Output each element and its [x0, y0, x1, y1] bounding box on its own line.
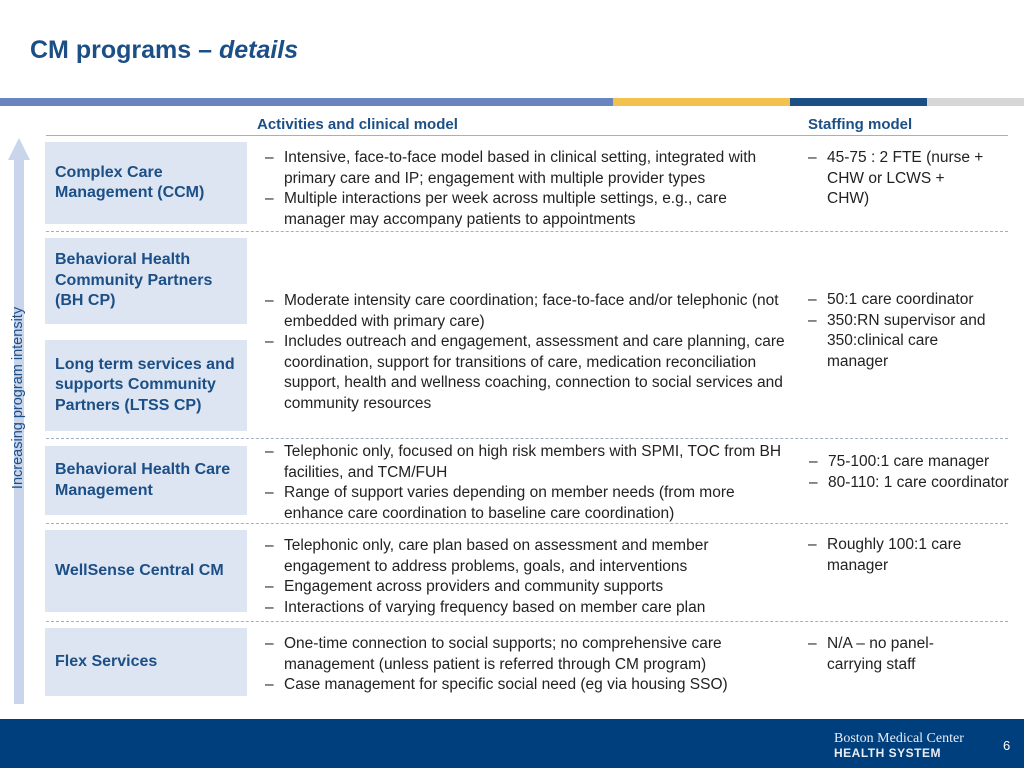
accent-bar-gray: [927, 98, 1024, 106]
program-name: Long term services and supports Community Partners (LTSS CP): [55, 355, 235, 414]
program-ccm: [45, 142, 247, 224]
activity-item: – Interactions of varying frequency based on member care plan: [265, 598, 785, 619]
activity-item: – Moderate intensity care coordination; face-to-face and/or telephonic (not embedded with primary care): [265, 291, 785, 332]
activity-item: – Multiple interactions per week across multiple settings, e.g., care manager may accompany patients to appointments: [265, 189, 785, 230]
bmc-logo: [834, 731, 964, 761]
activity-item: – Telephonic only, focused on high risk members with SPMI, TOC from BH facilities, and TCM/FUH: [265, 442, 785, 483]
activities-header: Activities and clinical model: [257, 116, 458, 133]
ccm-activities: [265, 148, 785, 230]
staffing-item: – 350:RN supervisor and 350:clinical care manager: [808, 311, 998, 373]
header-rule: [46, 135, 1008, 136]
title-emphasis: details: [218, 36, 299, 64]
page-title: CM programs – details: [30, 36, 299, 64]
bh-care-management-activities: [265, 442, 785, 524]
activity-item: – One-time connection to social supports; no comprehensive care management (unless patient is referred through CM program): [265, 634, 785, 675]
program-name: Flex Services: [55, 652, 158, 670]
staffing-item: – 75-100:1 care manager: [809, 452, 1019, 473]
row-separator: [46, 231, 1008, 232]
activity-item: – Intensive, face-to-face model based in clinical setting, integrated with primary care and IP; engagement with multiple provider types: [265, 148, 785, 189]
program-name: WellSense Central CM: [55, 561, 224, 579]
accent-bar-blue: [0, 98, 613, 106]
flex-services-staffing: [808, 634, 958, 675]
row-separator: [46, 438, 1008, 439]
program-name: Complex Care Management (CCM): [55, 163, 205, 201]
cp-staffing: [808, 290, 998, 372]
program-bh-care-management: [45, 446, 247, 515]
ccm-staffing: [808, 148, 988, 210]
program-wellsense-central-cm: [45, 530, 247, 612]
bh-care-management-staffing: [809, 452, 1019, 493]
activity-item: – Engagement across providers and community supports: [265, 577, 785, 598]
program-flex-services: [45, 628, 247, 696]
cp-activities: [265, 291, 785, 414]
program-name: Behavioral Health Community Partners (BH CP): [55, 251, 213, 310]
wellsense-staffing: [808, 535, 988, 576]
staffing-item: – 80-110: 1 care coordinator: [809, 473, 1019, 494]
staffing-item: – N/A – no panel-carrying staff: [808, 634, 958, 675]
row-separator: [46, 621, 1008, 622]
logo-line-1: Boston Medical Center: [834, 731, 964, 746]
activity-item: – Range of support varies depending on member needs (from more enhance care coordination to baseline care coordination): [265, 483, 785, 524]
flex-services-activities: [265, 634, 785, 696]
accent-bar-navy: [790, 98, 927, 106]
program-name: Behavioral Health Care Management: [55, 461, 231, 499]
logo-line-2: HEALTH SYSTEM: [834, 746, 941, 760]
accent-bar-gold: [613, 98, 790, 106]
staffing-item: – Roughly 100:1 care manager: [808, 535, 988, 576]
activity-item: – Telephonic only, care plan based on assessment and member engagement to address problems, goals, and interventions: [265, 536, 785, 577]
staffing-item: – 50:1 care coordinator: [808, 290, 998, 311]
page-number: 6: [1003, 738, 1011, 753]
staffing-item: – 45-75 : 2 FTE (nurse + CHW or LCWS + CHW): [808, 148, 988, 210]
intensity-axis-label: Increasing program intensity: [10, 306, 26, 490]
program-bh-cp: [45, 238, 247, 324]
staffing-header: Staffing model: [808, 116, 913, 133]
activity-item: – Includes outreach and engagement, assessment and care planning, care coordination, support for transitions of care, medication reconciliation support, health and wellness coaching, connection to social services and community resources: [265, 332, 785, 414]
activity-item: – Case management for specific social need (eg via housing SSO): [265, 675, 785, 696]
wellsense-activities: [265, 536, 785, 618]
program-ltss-cp: [45, 340, 247, 431]
